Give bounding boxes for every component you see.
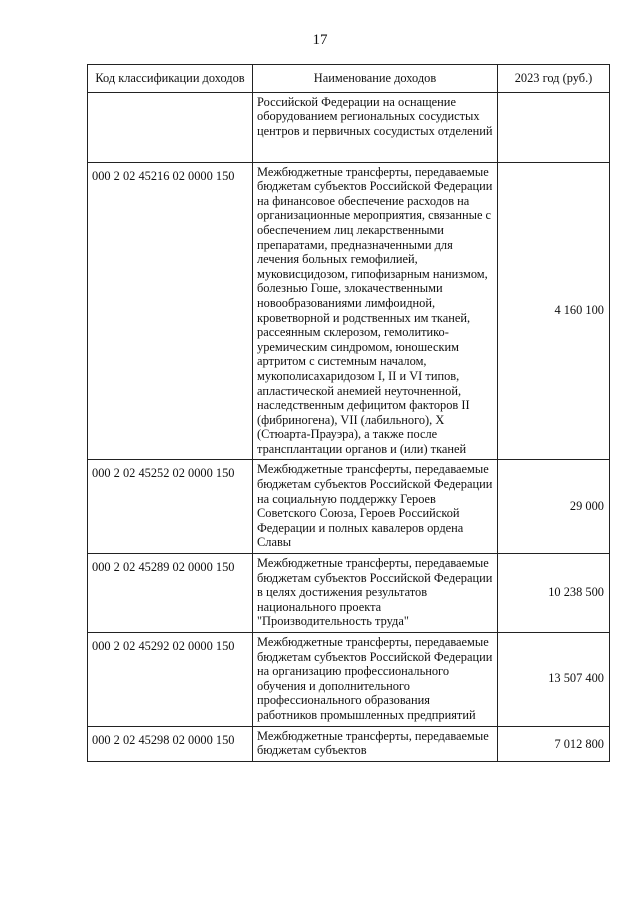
table-header-row	[88, 65, 610, 93]
row-amount	[498, 92, 610, 162]
row-name: Межбюджетные трансферты, передаваемые бюджетам субъектов Российской Федерации на организацию профессионального обучения и дополнительного профессионального образования работников промышленных предприятий	[253, 633, 498, 727]
row-amount: 4 160 100	[498, 162, 610, 460]
table-row	[88, 460, 610, 554]
row-code: 000 2 02 45289 02 0000 150	[88, 554, 253, 633]
row-name: Межбюджетные трансферты, передаваемые бюджетам субъектов	[253, 726, 498, 761]
table-row	[88, 726, 610, 761]
table-row	[88, 162, 610, 460]
row-name: Межбюджетные трансферты, передаваемые бюджетам субъектов Российской Федерации на социальную поддержку Героев Советского Союза, Героев Российской Федерации и полных кавалеров ордена Славы	[253, 460, 498, 554]
header-name: Наименование доходов	[253, 65, 498, 93]
row-code: 000 2 02 45298 02 0000 150	[88, 726, 253, 761]
row-name: Межбюджетные трансферты, передаваемые бюджетам субъектов Российской Федерации на финансовое обеспечение расходов на организационные мероприятия, связанные с обеспечением лиц лекарственными препаратами, предназначенными для лечения больных гемофилией, муковисцидозом, гипофизарным нанизмом, болезнью Гоше, злокачественными новообразованиями лимфоидной, кроветворной и родственных им тканей, рассеянным склерозом, гемолитико-уремическим синдромом, юношеским артритом с системным началом, мукополисахаридозом I, II и VI типов, апластической анемией неуточненной, наследственным дефицитом факторов II (фибриногена), VII (лабильного), X (Стюарта-Прауэра), а также после трансплантации органов и (или) тканей	[253, 162, 498, 460]
page-number: 17	[312, 32, 328, 48]
header-year: 2023 год (руб.)	[498, 65, 610, 93]
row-name: Межбюджетные трансферты, передаваемые бюджетам субъектов Российской Федерации в целях достижения результатов национального проекта "Производительность труда"	[253, 554, 498, 633]
row-name: Российской Федерации на оснащение оборудованием региональных сосудистых центров и первичных сосудистых отделений	[253, 92, 498, 162]
row-code: 000 2 02 45252 02 0000 150	[88, 460, 253, 554]
row-code: 000 2 02 45216 02 0000 150	[88, 162, 253, 460]
table-row	[88, 554, 610, 633]
revenue-table	[87, 64, 610, 762]
row-code	[88, 92, 253, 162]
header-code: Код классификации доходов	[88, 65, 253, 93]
table-row	[88, 633, 610, 727]
row-amount: 7 012 800	[498, 726, 610, 761]
table-row	[88, 92, 610, 162]
row-code: 000 2 02 45292 02 0000 150	[88, 633, 253, 727]
row-amount: 10 238 500	[498, 554, 610, 633]
row-amount: 29 000	[498, 460, 610, 554]
row-amount: 13 507 400	[498, 633, 610, 727]
